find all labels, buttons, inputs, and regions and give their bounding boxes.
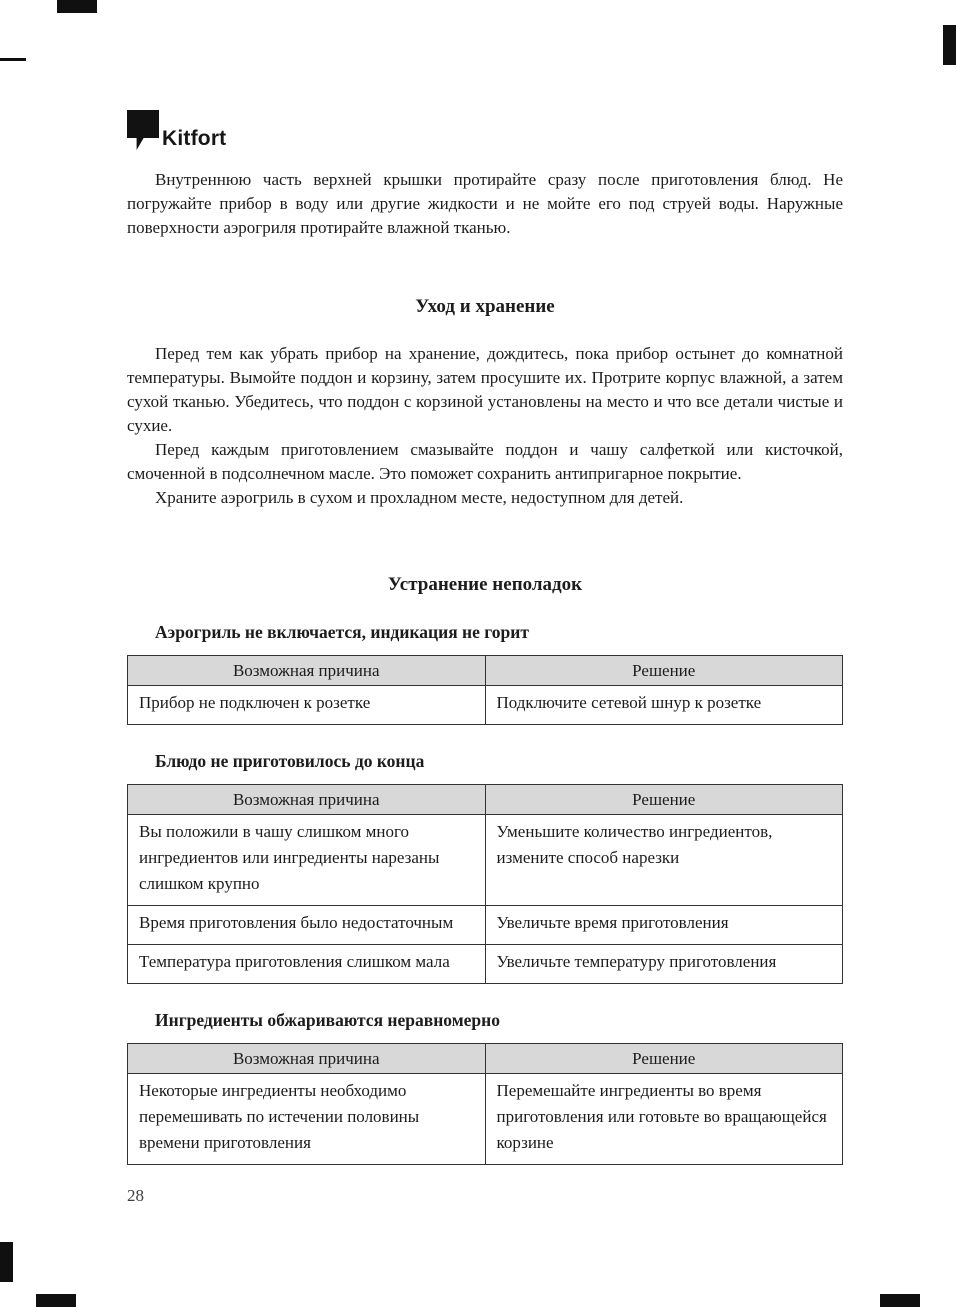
brand-name: Kitfort bbox=[162, 127, 227, 150]
kitfort-logo-icon bbox=[127, 110, 159, 150]
cause-cell: Прибор не подключен к розетке bbox=[128, 686, 486, 725]
table-row bbox=[128, 945, 843, 984]
solution-cell: Уменьшите количество ингредиентов, измените способ нарезки bbox=[485, 815, 843, 906]
troubleshooting-table-uneven-frying bbox=[127, 1043, 843, 1165]
table-row bbox=[128, 815, 843, 906]
cause-cell: Время приготовления было недостаточным bbox=[128, 906, 486, 945]
crop-mark-bottom-left bbox=[36, 1294, 76, 1307]
issue-heading-no-power: Аэрогриль не включается, индикация не горит bbox=[155, 622, 529, 642]
care-paragraph-2: Перед каждым приготовлением смазывайте поддон и чашу салфеткой или кисточкой, смоченной в подсолнечном масле. Это поможет сохранить антипригарное покрытие. bbox=[127, 440, 843, 483]
cause-cell: Вы положили в чашу слишком много ингредиентов или ингредиенты нарезаны слишком крупно bbox=[128, 815, 486, 906]
solution-cell: Подключите сетевой шнур к розетке bbox=[485, 686, 843, 725]
troubleshooting-table-undercooked bbox=[127, 784, 843, 984]
care-section-title: Уход и хранение bbox=[415, 296, 555, 317]
cause-cell: Некоторые ингредиенты необходимо перемешивать по истечении половины времени приготовления bbox=[128, 1074, 486, 1165]
crop-mark-bottom-left-vertical bbox=[0, 1242, 13, 1282]
cause-cell: Температура приготовления слишком мала bbox=[128, 945, 486, 984]
table-header-row bbox=[128, 656, 843, 686]
table-header-row bbox=[128, 785, 843, 815]
troubleshooting-section-title: Устранение неполадок bbox=[387, 574, 583, 595]
page-number: 28 bbox=[127, 1186, 144, 1205]
column-header-cause: Возможная причина bbox=[128, 656, 486, 686]
kitfort-logo bbox=[127, 108, 843, 150]
table-row bbox=[128, 1074, 843, 1165]
column-header-cause: Возможная причина bbox=[128, 785, 486, 815]
column-header-solution: Решение bbox=[485, 656, 843, 686]
crop-mark-top-left bbox=[57, 0, 97, 13]
solution-cell: Увеличьте время приготовления bbox=[485, 906, 843, 945]
issue-heading-uneven-frying: Ингредиенты обжариваются неравномерно bbox=[155, 1010, 500, 1030]
crop-mark-bottom-right bbox=[880, 1294, 920, 1307]
crop-mark-top-right bbox=[943, 25, 956, 65]
table-row bbox=[128, 686, 843, 725]
column-header-cause: Возможная причина bbox=[128, 1044, 486, 1074]
column-header-solution: Решение bbox=[485, 1044, 843, 1074]
intro-paragraph: Внутреннюю часть верхней крышки протирайте сразу после приготовления блюд. Не погружайте прибор в воду или другие жидкости и не мойте его под струей воды. Наружные поверхности аэрогриля протирайте влажной тканью. bbox=[127, 170, 843, 237]
crop-mark-left-tick bbox=[0, 58, 26, 61]
issue-heading-undercooked: Блюдо не приготовилось до конца bbox=[155, 751, 425, 771]
troubleshooting-table-no-power bbox=[127, 655, 843, 725]
solution-cell: Увеличьте температуру приготовления bbox=[485, 945, 843, 984]
column-header-solution: Решение bbox=[485, 785, 843, 815]
solution-cell: Перемешайте ингредиенты во время приготовления или готовьте во вращающейся корзине bbox=[485, 1074, 843, 1165]
table-header-row bbox=[128, 1044, 843, 1074]
care-paragraph-3: Храните аэрогриль в сухом и прохладном месте, недоступном для детей. bbox=[155, 488, 684, 507]
table-row bbox=[128, 906, 843, 945]
care-paragraph-1: Перед тем как убрать прибор на хранение, дождитесь, пока прибор остынет до комнатной температуры. Вымойте поддон и корзину, затем просушите их. Протрите корпус влажной, а затем сухой тканью. Убедитесь, что поддон с корзиной установлены на место и что все детали чистые и сухие. bbox=[127, 344, 843, 435]
